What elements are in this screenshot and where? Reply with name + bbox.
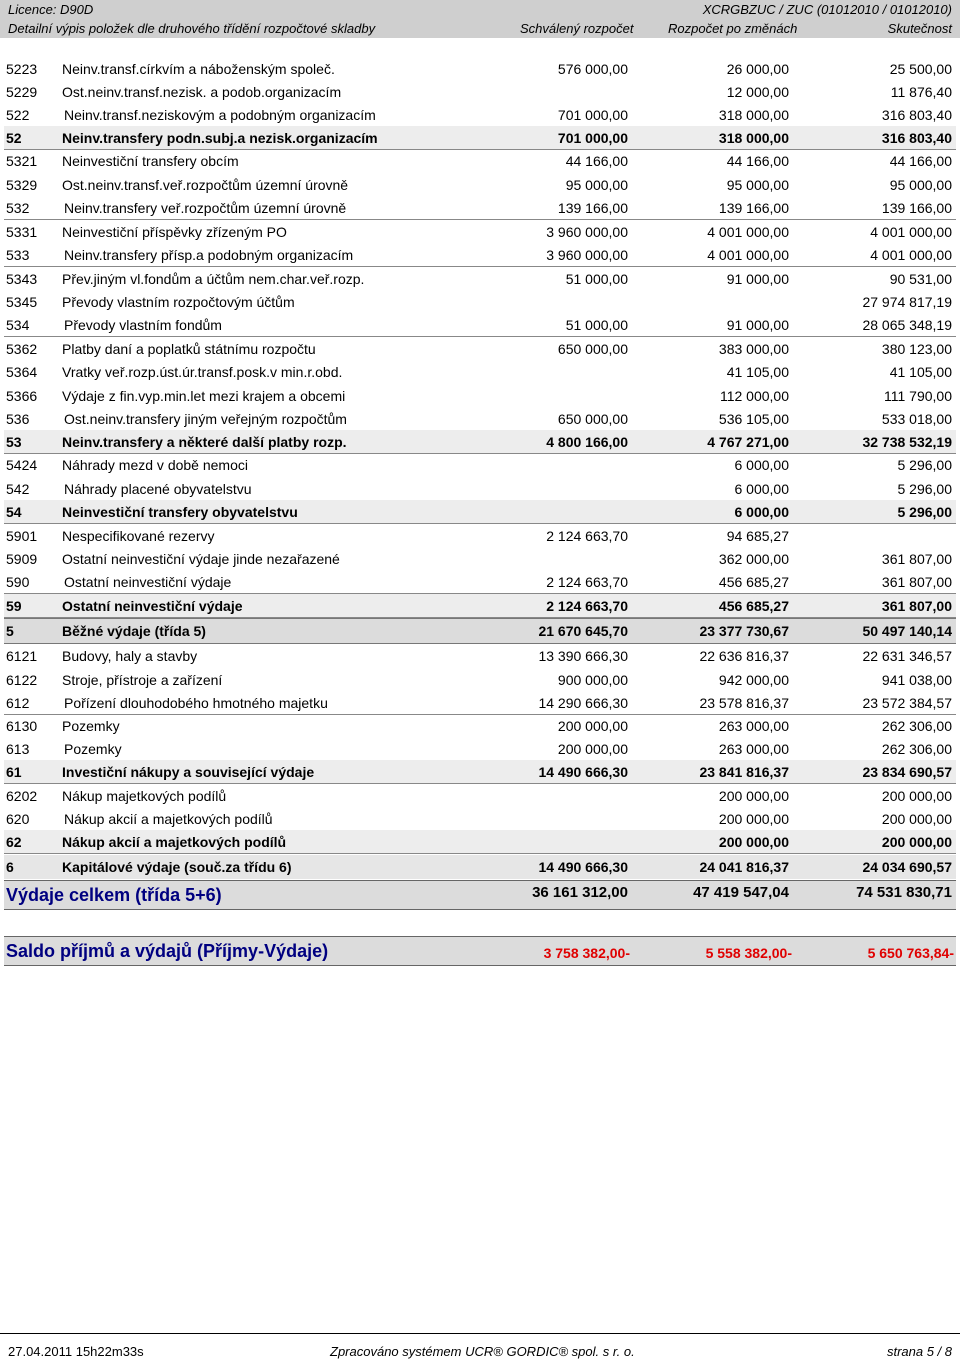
col-after-changes-header: Rozpočet po změnách <box>668 21 798 36</box>
row-approved: 44 166,00 <box>565 153 628 169</box>
row-code: 620 <box>6 811 30 827</box>
row-actual: 27 974 817,19 <box>862 294 952 310</box>
row-description: Běžné výdaje (třída 5) <box>62 623 206 639</box>
table-row <box>4 149 956 172</box>
row-code: 613 <box>6 741 30 757</box>
row-approved: 2 124 663,70 <box>546 528 628 544</box>
row-after-changes: 536 105,00 <box>718 411 789 427</box>
row-code: 6121 <box>6 648 38 664</box>
row-actual: 44 166,00 <box>889 153 952 169</box>
row-actual: 262 306,00 <box>881 718 952 734</box>
row-after-changes: 91 000,00 <box>726 317 789 333</box>
row-code: 5331 <box>6 224 38 240</box>
page-footer <box>0 1333 960 1361</box>
row-description: Převody vlastním rozpočtovým účtům <box>62 294 295 310</box>
row-actual: 316 803,40 <box>881 107 952 123</box>
saldo-approved: 3 758 382,00- <box>543 945 630 961</box>
row-description: Kapitálové výdaje (souč.za třídu 6) <box>62 859 292 875</box>
col-approved-header: Schválený rozpočet <box>520 21 634 36</box>
row-after-changes: 362 000,00 <box>718 551 789 567</box>
row-actual: 139 166,00 <box>881 200 952 216</box>
row-description: Ost.neinv.transf.nezisk. a podob.organizacím <box>62 84 342 100</box>
row-description: Nákup akcií a majetkových podílů <box>64 811 273 827</box>
row-description: Výdaje z fin.vyp.min.let mezi krajem a obcemi <box>62 388 346 404</box>
row-after-changes: 12 000,00 <box>726 84 789 100</box>
footer-page: strana 5 / 8 <box>886 1344 952 1359</box>
row-code: 59 <box>6 598 22 614</box>
table-row <box>4 290 956 313</box>
row-after-changes: 383 000,00 <box>718 341 789 357</box>
table-row <box>4 220 956 243</box>
row-after-changes: 6 000,00 <box>734 457 789 473</box>
row-code: 5909 <box>6 551 38 567</box>
table-row <box>4 691 956 715</box>
table-row <box>4 618 956 644</box>
table-row <box>4 126 956 150</box>
row-after-changes: 4 767 271,00 <box>707 434 789 450</box>
row-code: 62 <box>6 834 22 850</box>
row-after-changes: 24 041 816,37 <box>699 859 789 875</box>
row-description: Neinv.transfery a některé další platby rozp. <box>62 434 347 450</box>
table-row <box>4 855 956 879</box>
table-row <box>4 453 956 476</box>
row-after-changes: 94 685,27 <box>726 528 789 544</box>
row-after-changes: 318 000,00 <box>718 130 789 146</box>
table-row <box>4 173 956 196</box>
row-after-changes: 22 636 816,37 <box>699 648 789 664</box>
row-after-changes: 47 419 547,04 <box>693 884 789 901</box>
row-after-changes: 318 000,00 <box>718 107 789 123</box>
row-approved: 900 000,00 <box>557 672 628 688</box>
row-code: 533 <box>6 247 30 263</box>
row-approved: 139 166,00 <box>557 200 628 216</box>
row-approved: 2 124 663,70 <box>546 574 628 590</box>
row-approved: 14 490 666,30 <box>538 859 628 875</box>
row-actual: 361 807,00 <box>881 574 952 590</box>
row-description: Vratky veř.rozp.úst.úr.transf.posk.v min.r.obd. <box>62 364 343 380</box>
row-after-changes: 112 000,00 <box>719 388 789 404</box>
row-description: Náhrady placené obyvatelstvu <box>64 481 252 497</box>
row-code: 5345 <box>6 294 38 310</box>
row-actual: 5 296,00 <box>897 457 952 473</box>
row-after-changes: 456 685,27 <box>718 574 789 590</box>
row-description: Ost.neinv.transf.veř.rozpočtům územní úrovně <box>62 177 349 193</box>
row-code: 5229 <box>6 84 38 100</box>
row-after-changes: 44 166,00 <box>726 153 789 169</box>
row-actual: 380 123,00 <box>881 341 952 357</box>
row-after-changes: 139 166,00 <box>718 200 789 216</box>
row-approved: 200 000,00 <box>557 741 628 757</box>
row-description: Ost.neinv.transfery jiným veřejným rozpočtům <box>64 411 347 427</box>
row-code: 5901 <box>6 528 38 544</box>
table-row <box>4 807 956 831</box>
table-row <box>4 830 956 854</box>
row-actual: 23 572 384,57 <box>862 695 952 711</box>
row-code: 5364 <box>6 364 38 380</box>
row-description: Ostatní neinvestiční výdaje <box>62 598 243 614</box>
row-description: Neinvestiční příspěvky zřízeným PO <box>62 224 287 240</box>
row-after-changes: 942 000,00 <box>718 672 789 688</box>
table-row <box>4 570 956 594</box>
row-after-changes: 95 000,00 <box>726 177 789 193</box>
table-row <box>4 57 956 80</box>
row-description: Investiční nákupy a související výdaje <box>62 764 315 780</box>
row-actual: 111 790,00 <box>884 388 952 404</box>
row-approved: 650 000,00 <box>557 341 628 357</box>
row-description: Platby daní a poplatků státnímu rozpočtu <box>62 341 316 357</box>
footer-timestamp: 27.04.2011 15h22m33s <box>8 1344 144 1359</box>
row-actual: 23 834 690,57 <box>862 764 952 780</box>
row-actual: 316 803,40 <box>881 130 952 146</box>
row-code: 5223 <box>6 61 38 77</box>
row-approved: 701 000,00 <box>557 130 628 146</box>
row-code: 590 <box>6 574 30 590</box>
row-actual: 941 038,00 <box>881 672 952 688</box>
row-after-changes: 6 000,00 <box>734 481 789 497</box>
table-row <box>4 714 956 737</box>
row-actual: 50 497 140,14 <box>862 623 952 639</box>
row-code: 54 <box>6 504 22 520</box>
row-actual: 95 000,00 <box>889 177 952 193</box>
row-code: 612 <box>6 695 30 711</box>
table-row <box>4 407 956 431</box>
table-row <box>4 337 956 360</box>
row-code: 536 <box>6 411 30 427</box>
row-approved: 200 000,00 <box>557 718 628 734</box>
row-description: Neinv.transfery veř.rozpočtům územní úrovně <box>64 200 347 216</box>
table-row <box>4 594 956 618</box>
row-approved: 95 000,00 <box>565 177 628 193</box>
row-actual: 200 000,00 <box>881 788 952 804</box>
row-code: 5343 <box>6 271 38 287</box>
row-actual: 361 807,00 <box>881 598 952 614</box>
row-description: Ostatní neinvestiční výdaje <box>64 574 232 590</box>
table-row <box>4 524 956 547</box>
row-approved: 576 000,00 <box>557 61 628 77</box>
row-actual: 4 001 000,00 <box>870 247 952 263</box>
row-after-changes: 456 685,27 <box>718 598 789 614</box>
table-row <box>4 103 956 127</box>
row-approved: 21 670 645,70 <box>538 623 628 639</box>
row-code: 5329 <box>6 177 38 193</box>
row-approved: 51 000,00 <box>565 271 628 287</box>
row-approved: 4 800 166,00 <box>546 434 628 450</box>
row-code: 532 <box>6 200 30 216</box>
saldo-row <box>4 936 956 966</box>
row-code: 5321 <box>6 153 38 169</box>
row-code: 52 <box>6 130 22 146</box>
row-description: Stroje, přístroje a zařízení <box>62 672 223 688</box>
row-code: 5 <box>6 623 14 639</box>
row-after-changes: 200 000,00 <box>718 811 789 827</box>
row-description: Neinvestiční transfery obcím <box>62 153 239 169</box>
row-description: Pozemky <box>62 718 120 734</box>
row-after-changes: 200 000,00 <box>718 834 789 850</box>
row-description: Přev.jiným vl.fondům a účtům nem.char.veř.rozp. <box>62 271 365 287</box>
row-after-changes: 26 000,00 <box>726 61 789 77</box>
table-row <box>4 477 956 501</box>
saldo-label: Saldo příjmů a výdajů (Příjmy-Výdaje) <box>6 941 329 961</box>
table-row <box>4 384 956 407</box>
row-actual: 262 306,00 <box>881 741 952 757</box>
table-row <box>4 430 956 454</box>
row-description: Pozemky <box>64 741 122 757</box>
footer-processed-by: Zpracováno systémem UCR® GORDIC® spol. s r. o. <box>330 1344 635 1359</box>
row-code: 53 <box>6 434 22 450</box>
table-row <box>4 737 956 761</box>
report-code: XCRGBZUC / ZUC (01012010 / 01012010) <box>702 2 952 17</box>
row-code: 534 <box>6 317 30 333</box>
row-approved: 3 960 000,00 <box>546 224 628 240</box>
row-actual: 24 034 690,57 <box>862 859 952 875</box>
table-row <box>4 196 956 220</box>
table-row <box>4 360 956 383</box>
row-actual: 200 000,00 <box>881 811 952 827</box>
row-approved: 14 290 666,30 <box>538 695 628 711</box>
row-after-changes: 41 105,00 <box>726 364 789 380</box>
row-after-changes: 23 578 816,37 <box>699 695 789 711</box>
row-actual: 361 807,00 <box>881 551 952 567</box>
table-row <box>4 784 956 807</box>
table-row <box>4 880 956 910</box>
row-code: 6202 <box>6 788 38 804</box>
row-approved: 650 000,00 <box>557 411 628 427</box>
row-after-changes: 200 000,00 <box>718 788 789 804</box>
row-code: 6 <box>6 859 14 875</box>
row-after-changes: 263 000,00 <box>718 741 789 757</box>
table-row <box>4 243 956 267</box>
row-code: 5424 <box>6 457 38 473</box>
row-actual: 5 296,00 <box>897 481 952 497</box>
row-description: Nespecifikované rezervy <box>62 528 215 544</box>
row-approved: 3 960 000,00 <box>546 247 628 263</box>
row-actual: 22 631 346,57 <box>862 648 952 664</box>
row-after-changes: 23 377 730,67 <box>699 623 789 639</box>
row-code: 5362 <box>6 341 38 357</box>
row-actual: 90 531,00 <box>889 271 952 287</box>
row-description: Ostatní neinvestiční výdaje jinde nezařazené <box>62 551 340 567</box>
table-row <box>4 760 956 784</box>
row-actual: 200 000,00 <box>881 834 952 850</box>
row-description: Výdaje celkem (třída 5+6) <box>6 885 222 905</box>
row-approved: 36 161 312,00 <box>532 884 628 901</box>
row-approved: 2 124 663,70 <box>546 598 628 614</box>
row-description: Neinv.transf.církvím a náboženským společ. <box>62 61 335 77</box>
row-code: 6122 <box>6 672 38 688</box>
table-row <box>4 644 956 667</box>
row-actual: 4 001 000,00 <box>870 224 952 240</box>
row-code: 6130 <box>6 718 38 734</box>
row-after-changes: 263 000,00 <box>718 718 789 734</box>
row-description: Převody vlastním fondům <box>64 317 222 333</box>
row-description: Nákup akcií a majetkových podílů <box>62 834 287 850</box>
row-actual: 533 018,00 <box>881 411 952 427</box>
table-row <box>4 313 956 337</box>
row-approved: 14 490 666,30 <box>538 764 628 780</box>
row-actual: 32 738 532,19 <box>862 434 952 450</box>
row-approved: 13 390 666,30 <box>538 648 628 664</box>
row-actual: 74 531 830,71 <box>856 884 952 901</box>
license-label: Licence: D90D <box>8 2 94 17</box>
row-after-changes: 91 000,00 <box>726 271 789 287</box>
row-description: Neinv.transfery přísp.a podobným organizacím <box>64 247 354 263</box>
saldo-actual: 5 650 763,84- <box>867 945 954 961</box>
table-row <box>4 80 956 103</box>
row-after-changes: 23 841 816,37 <box>699 764 789 780</box>
row-description: Neinv.transf.neziskovým a podobným organizacím <box>64 107 376 123</box>
report-subtitle: Detailní výpis položek dle druhového třídění rozpočtové skladby <box>8 21 376 36</box>
row-approved: 51 000,00 <box>565 317 628 333</box>
table-row <box>4 668 956 691</box>
saldo-after-changes: 5 558 382,00- <box>705 945 792 961</box>
row-actual: 28 065 348,19 <box>862 317 952 333</box>
row-code: 522 <box>6 107 30 123</box>
row-actual: 5 296,00 <box>897 504 952 520</box>
row-after-changes: 4 001 000,00 <box>707 247 789 263</box>
table-row <box>4 267 956 290</box>
row-actual: 11 876,40 <box>890 84 952 100</box>
row-code: 5366 <box>6 388 38 404</box>
table-row <box>4 500 956 524</box>
row-after-changes: 4 001 000,00 <box>707 224 789 240</box>
row-after-changes: 6 000,00 <box>734 504 789 520</box>
row-description: Pořízení dlouhodobého hmotného majetku <box>64 695 328 711</box>
row-description: Neinv.transfery podn.subj.a nezisk.organizacím <box>62 130 378 146</box>
row-description: Neinvestiční transfery obyvatelstvu <box>62 504 298 520</box>
col-actual-header: Skutečnost <box>887 21 952 36</box>
row-actual: 25 500,00 <box>889 61 952 77</box>
table-row <box>4 547 956 570</box>
row-description: Budovy, haly a stavby <box>62 648 198 664</box>
row-code: 542 <box>6 481 30 497</box>
row-actual: 41 105,00 <box>889 364 952 380</box>
row-approved: 701 000,00 <box>557 107 628 123</box>
row-code: 61 <box>6 764 22 780</box>
row-description: Náhrady mezd v době nemoci <box>62 457 248 473</box>
row-description: Nákup majetkových podílů <box>62 788 227 804</box>
